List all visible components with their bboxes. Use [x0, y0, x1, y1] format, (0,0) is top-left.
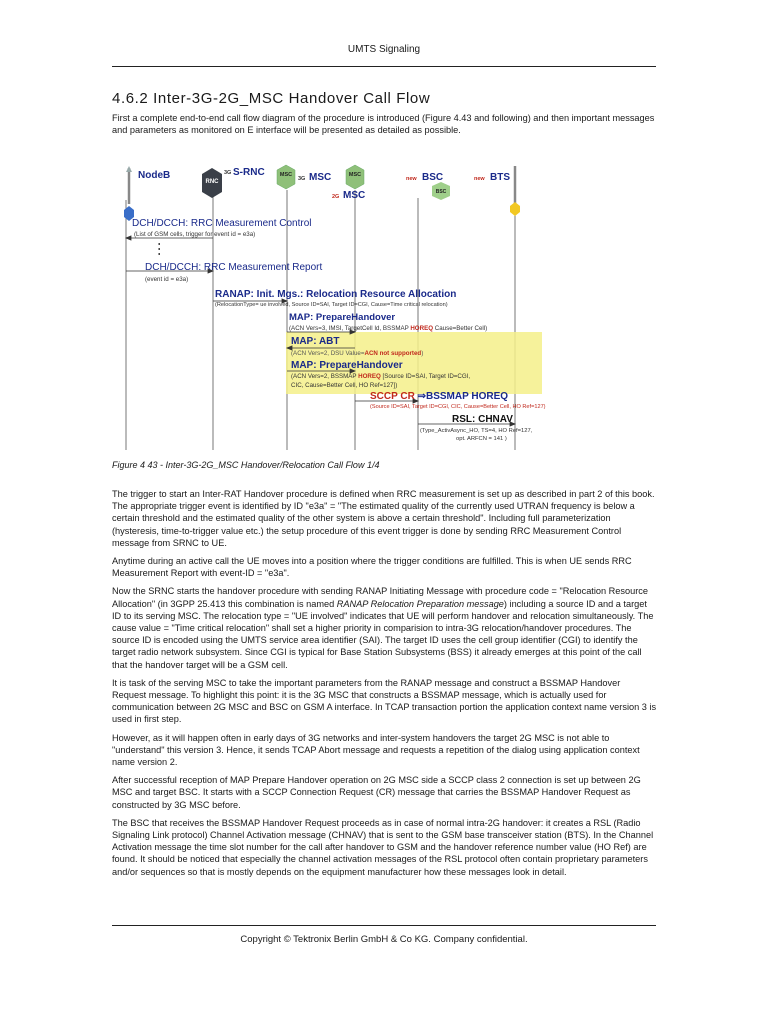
footer-copyright: Copyright © Tektronix Berlin GmbH & Co KG. Company confidential. — [240, 934, 528, 945]
section-number: 4.6.2 — [112, 90, 149, 107]
bsc-prefix: new — [406, 176, 417, 182]
detail-part: (ACN Vers=3, IMSI, TargetCell Id, BSSMAP — [289, 325, 411, 332]
msg-prepare-handover-2-title: MAP: PrepareHandover — [291, 360, 403, 371]
msg-abort-title: MAP: ABT — [291, 336, 340, 347]
header-rule — [112, 66, 656, 67]
bsc-label: BSC — [422, 172, 444, 183]
paragraph-part: Now the SRNC starts the handover procedure with sending RANAP Initiating Message with procedure code = "Relocation Resource Allocation" (in 3GPP 25.413 this combination is named — [112, 586, 648, 609]
running-header: UMTS Signaling — [347, 44, 421, 55]
section-title — [112, 90, 430, 107]
msg-abort-detail — [291, 350, 423, 357]
msc-2g-prefix: 2G — [332, 194, 340, 200]
paragraph-italic: RANAP Relocation Preparation message — [336, 598, 504, 609]
sccp-horeq: ⇒BSSMAP HOREQ — [417, 391, 509, 402]
detail-part: ) — [421, 350, 424, 357]
dot — [159, 248, 160, 250]
body-paragraph: The trigger to start an Inter-RAT Handover procedure is defined when RRC measurement is set up as described in part 2 of this book. The appropriate trigger event is identified by ID "e3a" = "The estimated quality of the currently used UTRAN frequency is below a certain threshold and the estimated quality of the other system is above a certain threshold". Including full parameterization (hysteresis, time-to-trigger value etc.) the setup procedure of this event trigger is done by sending RRC Measurement Control message from SRNC to UE. — [112, 489, 655, 548]
body-paragraph: After successful reception of MAP Prepare Handover operation on 2G MSC side a SCCP class 2 connection is set up between 2G MSC and target BSC. It starts with a SCCP Connection Request (CR) message that carries the BSSMAP Handover Request as constructed by 3G MSC before. — [112, 775, 641, 810]
bsc-box-label: BSC — [435, 189, 447, 195]
dot — [159, 243, 160, 245]
rnc-box-label: RNC — [205, 179, 219, 185]
msg-rsl-chnav-detail-2: opt. ARFCN = 141 ) — [456, 436, 507, 442]
arrowhead-measurement-control — [126, 236, 131, 240]
msg-prepare-handover-1-title: MAP: PrepareHandover — [289, 312, 396, 323]
detail-part: (ACN Vers=2, DSU Value= — [291, 350, 365, 357]
bts-icon — [510, 202, 520, 216]
intro-paragraph: First a complete end-to-end call flow diagram of the procedure is introduced (Figure 4.43 and following) and then important messages and parameters as monitored on E interface will be presented as detailed as possible. — [112, 113, 655, 136]
body-text — [112, 488, 657, 884]
body-paragraph: However, as it will happen often in early days of 3G networks and inter-system handovers the target 2G MSC is not able to "understand" this version 3. Hence, it sends TCAP Abort message and requests a repetition of the dialog using application context name version 2. — [112, 732, 640, 768]
sccp-prefix: SCCP CR — [370, 391, 418, 402]
msg-prepare-handover-2-detail-2: CIC, Cause=Better Cell, HO Ref=127]) — [291, 382, 398, 389]
footer-rule — [112, 925, 656, 926]
msg-measurement-report-detail: (event id = e3a) — [145, 276, 189, 283]
msg-ranap-detail: (RelocationType= ue involved, Source ID=SAI, Target ID=CGI, Cause=Time critical relocation) — [215, 302, 448, 308]
detail-acn-not-supported: ACN not supported — [364, 350, 422, 357]
msg-sccp-cr-detail: (Source ID=SAI, Target ID=CGI, CIC, Cause=Better Cell, HO Ref=127) — [370, 404, 546, 410]
msg-measurement-report-title: DCH/DCCH: RRC Measurement Report — [145, 262, 323, 273]
detail-part: (ACN Vers=2, BSSMAP — [291, 373, 359, 380]
msg-measurement-control-detail: (List of GSM cells, trigger for event id = e3a) — [134, 231, 256, 238]
msg-ranap-title: RANAP: Init. Mgs.: Relocation Resource Allocation — [215, 289, 457, 300]
msg-prepare-handover-1-detail — [289, 325, 487, 332]
detail-horeq: HOREQ — [358, 373, 381, 380]
nodeb-label: NodeB — [138, 170, 171, 181]
msg-sccp-cr-title — [370, 391, 508, 402]
body-paragraph — [112, 585, 657, 670]
msc-3g-prefix: 3G — [298, 176, 306, 182]
detail-part: Cause=Better Cell) — [433, 325, 488, 332]
detail-horeq: HOREQ — [410, 325, 434, 332]
msg-measurement-control-title: DCH/DCCH: RRC Measurement Control — [132, 218, 312, 229]
paragraph-part: ) including a source ID and a target ID to its serving MSC. The relocation type = "UE involved" indicates that UE will perform handover and relocation simultaneously. The cause value = "Time critical relocation" shall set a higher priority in comparision to intra-3G relocation/handover procedures. The source ID is encoded using the UMTS service area identifier (SAI). The target ID uses the cell group identifier (CGI) to identify the target radio network subsystem. Since CGI is typical for Base Station Subsystems (BSS) it already emerges at this point of the call that the handover target will be a GSM cell. — [112, 598, 654, 670]
srnc-label: S-RNC — [233, 167, 265, 178]
figure-caption: Figure 4 43 - Inter-3G-2G_MSC Handover/Relocation Call Flow 1/4 — [112, 460, 380, 470]
msc-box-label-1: MSC — [279, 172, 293, 178]
section-heading: Inter-3G-2G_MSC Handover Call Flow — [153, 90, 431, 107]
srnc-prefix: 3G — [224, 170, 232, 176]
msc-box-label-2: MSC — [348, 172, 362, 178]
body-paragraph: The BSC that receives the BSSMAP Handover Request proceeds as in case of normal intra-2G handover: it creates a RSL (Radio Signaling Link protocol) Channel Activation message (CHNAV) that is sent to the GSM base transceiver station (BTS). In the Channel Activation message the time slot number for the call after handover to GSM and the handover reference number value (HO Ref) are found. It should be noticed that especially the channel activation messages of the RSL protocol often contain proprietary parameters and/or sequences so that is mostly depends on the equipment manufacturer how these messages look in detail. — [112, 817, 654, 877]
msg-rsl-chnav-title: RSL: CHNAV — [452, 414, 513, 425]
detail-part: [Source ID=SAI, Target ID=CGI, — [380, 373, 471, 380]
msc-3g-label: MSC — [309, 172, 332, 183]
call-flow-figure — [112, 160, 658, 450]
msg-rsl-chnav-detail-1: (Type_ActivAsync_HO, TS=4, HO Ref=127, — [420, 428, 533, 434]
bts-prefix: new — [474, 176, 485, 182]
body-paragraph: It is task of the serving MSC to take the important parameters from the RANAP message and construct a BSSMAP Handover Request message. To highlight this point: it is the 3G MSC that constructs a BSSMAP message, which is actually used for communication between 2G MSC and BSC on GSM A interface. In TCAP transaction portion the application context name version 3 is used in first step. — [112, 677, 657, 725]
msg-prepare-handover-2-detail-1 — [291, 373, 470, 380]
body-paragraph: Anytime during an active call the UE moves into a position where the trigger conditions are fulfilled. This is when UE sends RRC Measurement Report with event-ID = "e3a". — [112, 556, 632, 579]
msc-2g-label: MSC — [343, 190, 366, 201]
bts-label: BTS — [490, 172, 510, 183]
nodeb-antenna-tip — [126, 166, 132, 172]
continuation-dots — [159, 243, 160, 255]
dot — [159, 253, 160, 255]
